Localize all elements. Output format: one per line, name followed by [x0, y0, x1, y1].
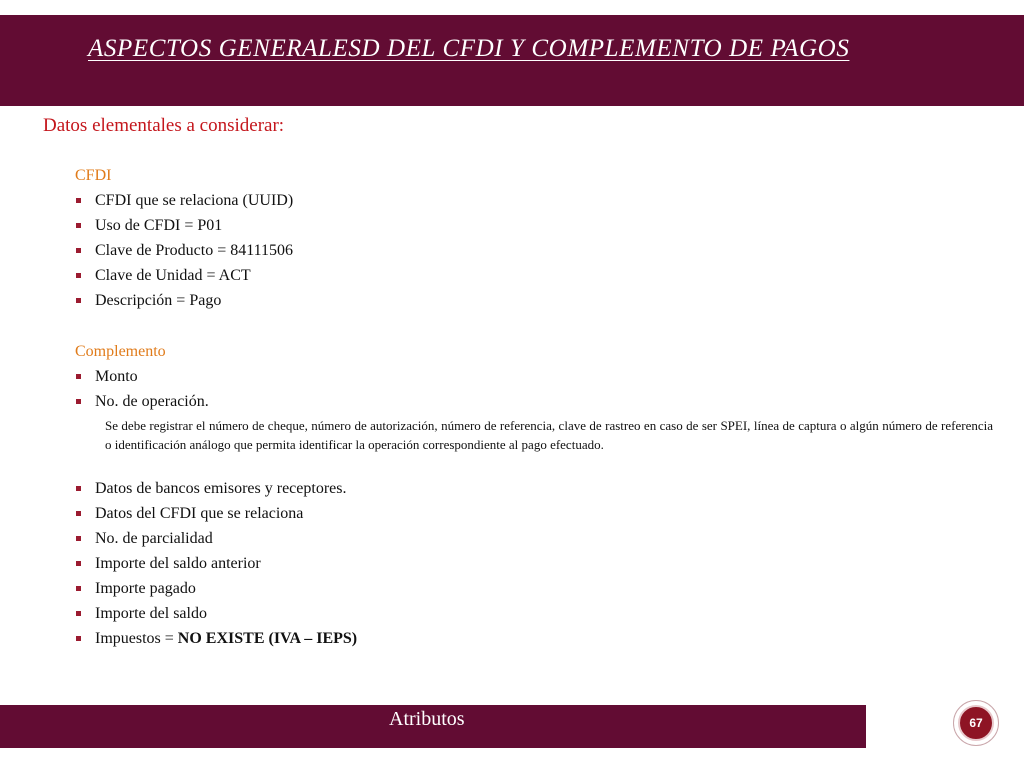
bullet-icon	[76, 611, 81, 616]
bullet-icon	[76, 511, 81, 516]
bullet-icon	[76, 561, 81, 566]
list-item: Monto	[75, 364, 1000, 389]
list-item: Descripción = Pago	[75, 288, 1000, 313]
list-item: Uso de CFDI = P01	[75, 213, 1000, 238]
bullet-icon	[76, 298, 81, 303]
bullet-icon	[76, 223, 81, 228]
list-item: Clave de Producto = 84111506	[75, 238, 1000, 263]
bullet-icon	[76, 536, 81, 541]
bullet-icon	[76, 486, 81, 491]
section-heading-complemento: Complemento	[75, 343, 166, 360]
page-number: 67	[958, 705, 994, 741]
page-number-badge	[953, 700, 999, 746]
bullet-icon	[76, 248, 81, 253]
list-item: Datos de bancos emisores y receptores.	[75, 476, 1000, 501]
bullet-icon	[76, 586, 81, 591]
content-body	[75, 163, 1000, 651]
operation-number-note: Se debe registrar el número de cheque, número de autorización, número de referencia, clave de rastreo en caso de ser SPEI, línea de captura o algún número de referencia o identificación análogo que permita identificar la operación correspondiente al pago efectuado.	[105, 418, 993, 452]
bullet-icon	[76, 374, 81, 379]
list-item: No. de parcialidad	[75, 526, 1000, 551]
slide-subtitle: Datos elementales a considerar:	[43, 115, 285, 136]
impuestos-label: Impuestos =	[95, 630, 178, 647]
list-item-impuestos	[75, 626, 1000, 651]
header-bar	[0, 15, 1024, 106]
bullet-icon	[76, 636, 81, 641]
impuestos-value: NO EXISTE (IVA – IEPS)	[177, 630, 358, 647]
footer-bar	[0, 705, 866, 748]
section-heading-cfdi: CFDI	[75, 167, 112, 184]
list-item: Datos del CFDI que se relaciona	[75, 501, 1000, 526]
footer-label: Atributos	[389, 708, 465, 730]
bullet-icon	[76, 399, 81, 404]
list-item: Importe pagado	[75, 576, 1000, 601]
list-item: CFDI que se relaciona (UUID)	[75, 188, 1000, 213]
list-item: Importe del saldo	[75, 601, 1000, 626]
list-item: Importe del saldo anterior	[75, 551, 1000, 576]
cfdi-list	[75, 188, 1000, 313]
list-item: No. de operación.	[75, 389, 1000, 414]
slide-title: ASPECTOS GENERALESD DEL CFDI Y COMPLEMENTO DE PAGOS	[88, 35, 850, 62]
bullet-icon	[76, 198, 81, 203]
complemento-list-top	[75, 364, 1000, 414]
list-item: Clave de Unidad = ACT	[75, 263, 1000, 288]
complemento-list-bottom	[75, 476, 1000, 651]
bullet-icon	[76, 273, 81, 278]
